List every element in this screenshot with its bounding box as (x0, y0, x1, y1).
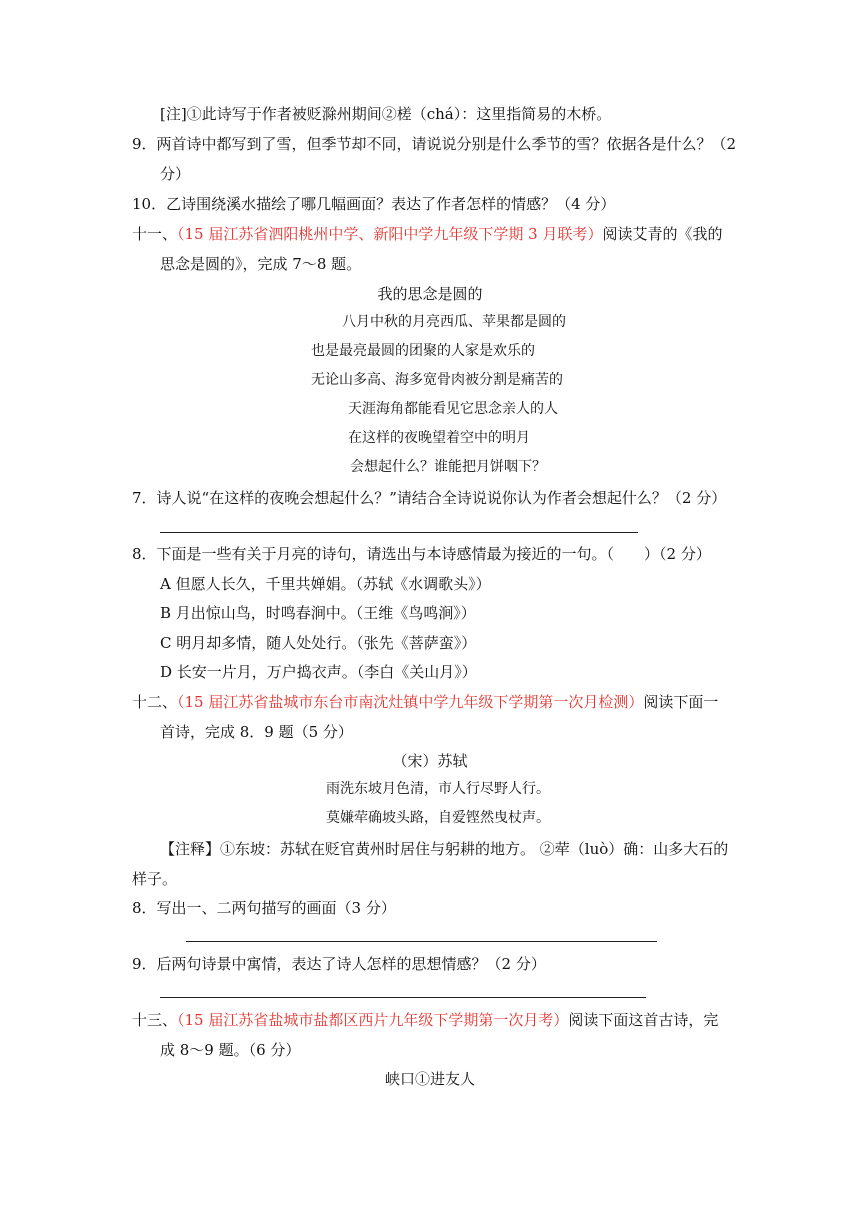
note-line: [注]①此诗写于作者被贬滁州期间②槎（chá）：这里指简易的木桥。 (160, 105, 612, 123)
answer-line (160, 997, 646, 998)
section-12-heading (132, 692, 718, 712)
question-9-cont: 分） (160, 165, 191, 183)
section-11-intro-cont: 思念是圆的》，完成 7～8 题。 (160, 255, 362, 273)
question-10: 10．乙诗围绕溪水描绘了哪几幅画面？表达了作者怎样的情感？（4 分） (132, 195, 616, 213)
annotation-cont: 样子。 (132, 870, 178, 888)
section-13-intro-cont: 成 8～9 题。（6 分） (160, 1041, 301, 1059)
poem-line: 会想起什么？谁能把月饼咽下？ (350, 459, 546, 475)
source-citation: （15 届江苏省泗阳桃州中学、新阳中学九年级下学期 3 月联考） (177, 225, 603, 243)
option-d: D 长安一片月，万户捣衣声。（李白《关山月》） (160, 663, 477, 681)
option-b: B 月出惊山鸟，时鸣春涧中。（王维《鸟鸣涧》） (160, 604, 476, 622)
intro-text: 阅读下面一 (643, 693, 719, 711)
source-citation: （15 届江苏省盐城市盐都区西片九年级下学期第一次月考） (177, 1011, 569, 1029)
poem-title: 我的思念是圆的 (377, 285, 483, 303)
question-8: 8．下面是一些有关于月亮的诗句，请选出与本诗感情最为接近的一句。（ ）（2 分） (132, 545, 711, 563)
section-number: 十二、 (132, 693, 178, 711)
answer-line (160, 532, 638, 533)
source-citation: （15 届江苏省盐城市东台市南沈灶镇中学九年级下学期第一次月检测） (177, 693, 644, 711)
answer-line (186, 941, 657, 942)
poem-line: 八月中秋的月亮西瓜、苹果都是圆的 (342, 314, 566, 330)
poem-author: （宋）苏轼 (392, 752, 468, 770)
poem-line: 莫嫌荦确坡头路，自爱铿然曳杖声。 (326, 810, 550, 826)
section-number: 十一、 (132, 225, 178, 243)
question-9: 9．后两句诗景中寓情，表达了诗人怎样的思想情感？（2 分） (132, 955, 546, 973)
poem-line: 也是最亮最圆的团聚的人家是欢乐的 (311, 343, 535, 359)
section-11-heading (132, 224, 722, 244)
poem-line: 无论山多高、海多宽骨肉被分割是痛苦的 (311, 372, 563, 388)
intro-text: 阅读下面这首古诗，完 (568, 1011, 719, 1029)
poem-line: 在这样的夜晚望着空中的明月 (348, 430, 530, 446)
question-7: 7．诗人说“在这样的夜晚会想起什么？”请结合全诗说说你认为作者会想起什么？（2 分） (132, 489, 727, 507)
option-c: C 明月却多情，随人处处行。（张先《菩萨蛮》） (160, 634, 477, 652)
intro-text: 阅读艾青的《我的 (602, 225, 723, 243)
annotation: 【注释】①东坡：苏轼在贬官黄州时居住与躬耕的地方。 ②荦（luò）确：山多大石的 (160, 840, 729, 858)
poem-line: 天涯海角都能看见它思念亲人的人 (348, 401, 558, 417)
poem-title: 峡口①进友人 (384, 1070, 475, 1088)
section-12-intro-cont: 首诗，完成 8．9 题（5 分） (160, 723, 353, 741)
section-13-heading (132, 1010, 718, 1030)
question-8: 8．写出一、二两句描写的画面（3 分） (132, 899, 396, 917)
option-a: A 但愿人长久，千里共婵娟。（苏轼《水调歌头》） (160, 575, 491, 593)
question-9: 9．两首诗中都写到了雪，但季节却不同，请说说分别是什么季节的雪？依据各是什么？（2 (132, 135, 737, 153)
section-number: 十三、 (132, 1011, 178, 1029)
poem-line: 雨洗东坡月色清，市人行尽野人行。 (326, 781, 550, 797)
